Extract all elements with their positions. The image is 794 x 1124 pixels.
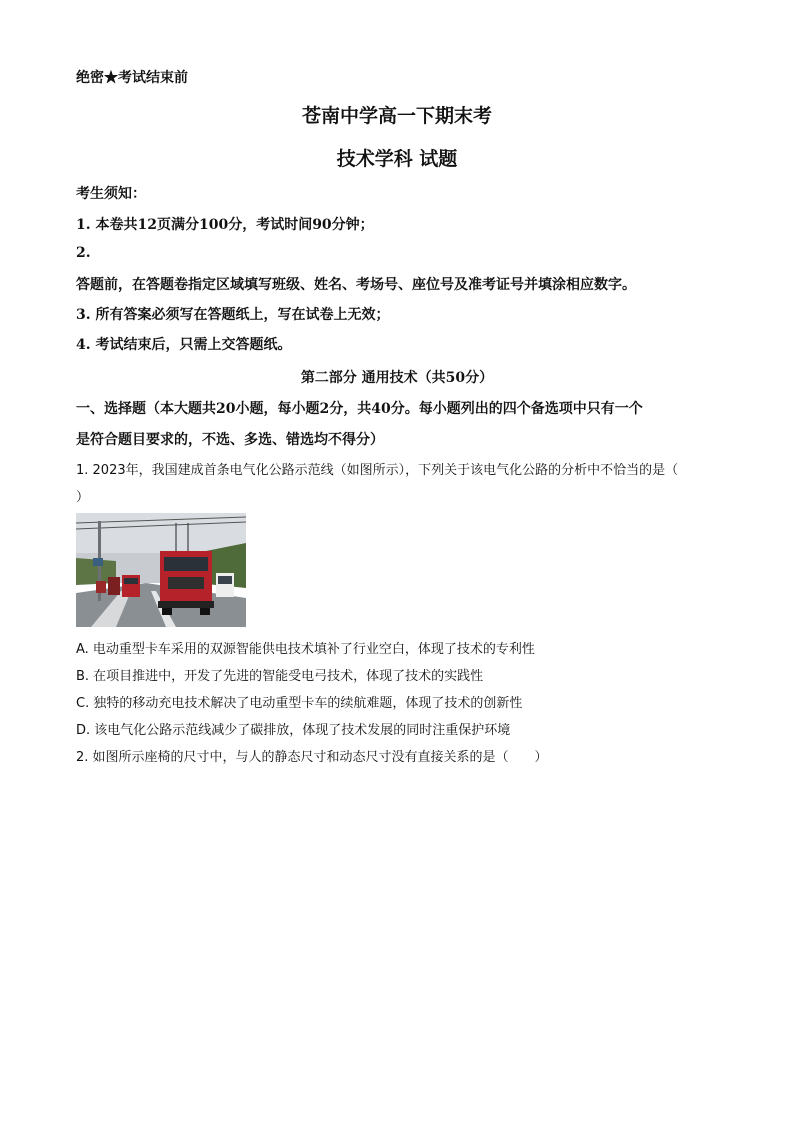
- electrified-highway-photo: [76, 513, 246, 627]
- question-1-stem-line1: 1. 2023年，我国建成首条电气化公路示范线（如图所示），下列关于该电气化公路的分析中不恰当的是（: [76, 463, 679, 478]
- secret-mark: 绝密★考试结束前: [76, 70, 188, 86]
- question-1-stem-line2: ）: [76, 490, 90, 505]
- question-2-stem: 2. 如图所示座椅的尺寸中，与人的静态尺寸和动态尺寸没有直接关系的是（ ）: [76, 750, 548, 765]
- section-instruction-line1: 一、选择题（本大题共20小题，每小题2分，共40分。每小题列出的四个备选项中只有一个: [76, 401, 643, 417]
- question-1-option-a: A. 电动重型卡车采用的双源智能供电技术填补了行业空白，体现了技术的专利性: [76, 642, 535, 657]
- notice-heading: 考生须知：: [76, 186, 146, 202]
- part-title: 第二部分 通用技术（共50分）: [300, 370, 494, 386]
- exam-title: 苍南中学高一下期末考: [301, 105, 492, 127]
- section-instruction-line2: 是符合题目要求的，不选、多选、错选均不得分）: [76, 432, 384, 448]
- question-1-option-c: C. 独特的移动充电技术解决了电动重型卡车的续航难题，体现了技术的创新性: [76, 696, 523, 711]
- question-1-option-b: B. 在项目推进中，开发了先进的智能受电弓技术，体现了技术的实践性: [76, 669, 484, 684]
- notice-item-3: 3. 所有答案必须写在答题纸上，写在试卷上无效；: [76, 307, 390, 323]
- exam-subtitle: 技术学科 试题: [336, 148, 458, 170]
- notice-item-1: 1. 本卷共12页满分100分，考试时间90分钟；: [76, 217, 374, 233]
- notice-item-2-text: 答题前，在答题卷指定区域填写班级、姓名、考场号、座位号及准考证号并填涂相应数字。: [76, 277, 636, 293]
- question-1-option-d: D. 该电气化公路示范线减少了碳排放，体现了技术发展的同时注重保护环境: [76, 723, 511, 738]
- notice-item-4: 4. 考试结束后，只需上交答题纸。: [76, 337, 292, 353]
- notice-item-2: 2.: [76, 245, 91, 261]
